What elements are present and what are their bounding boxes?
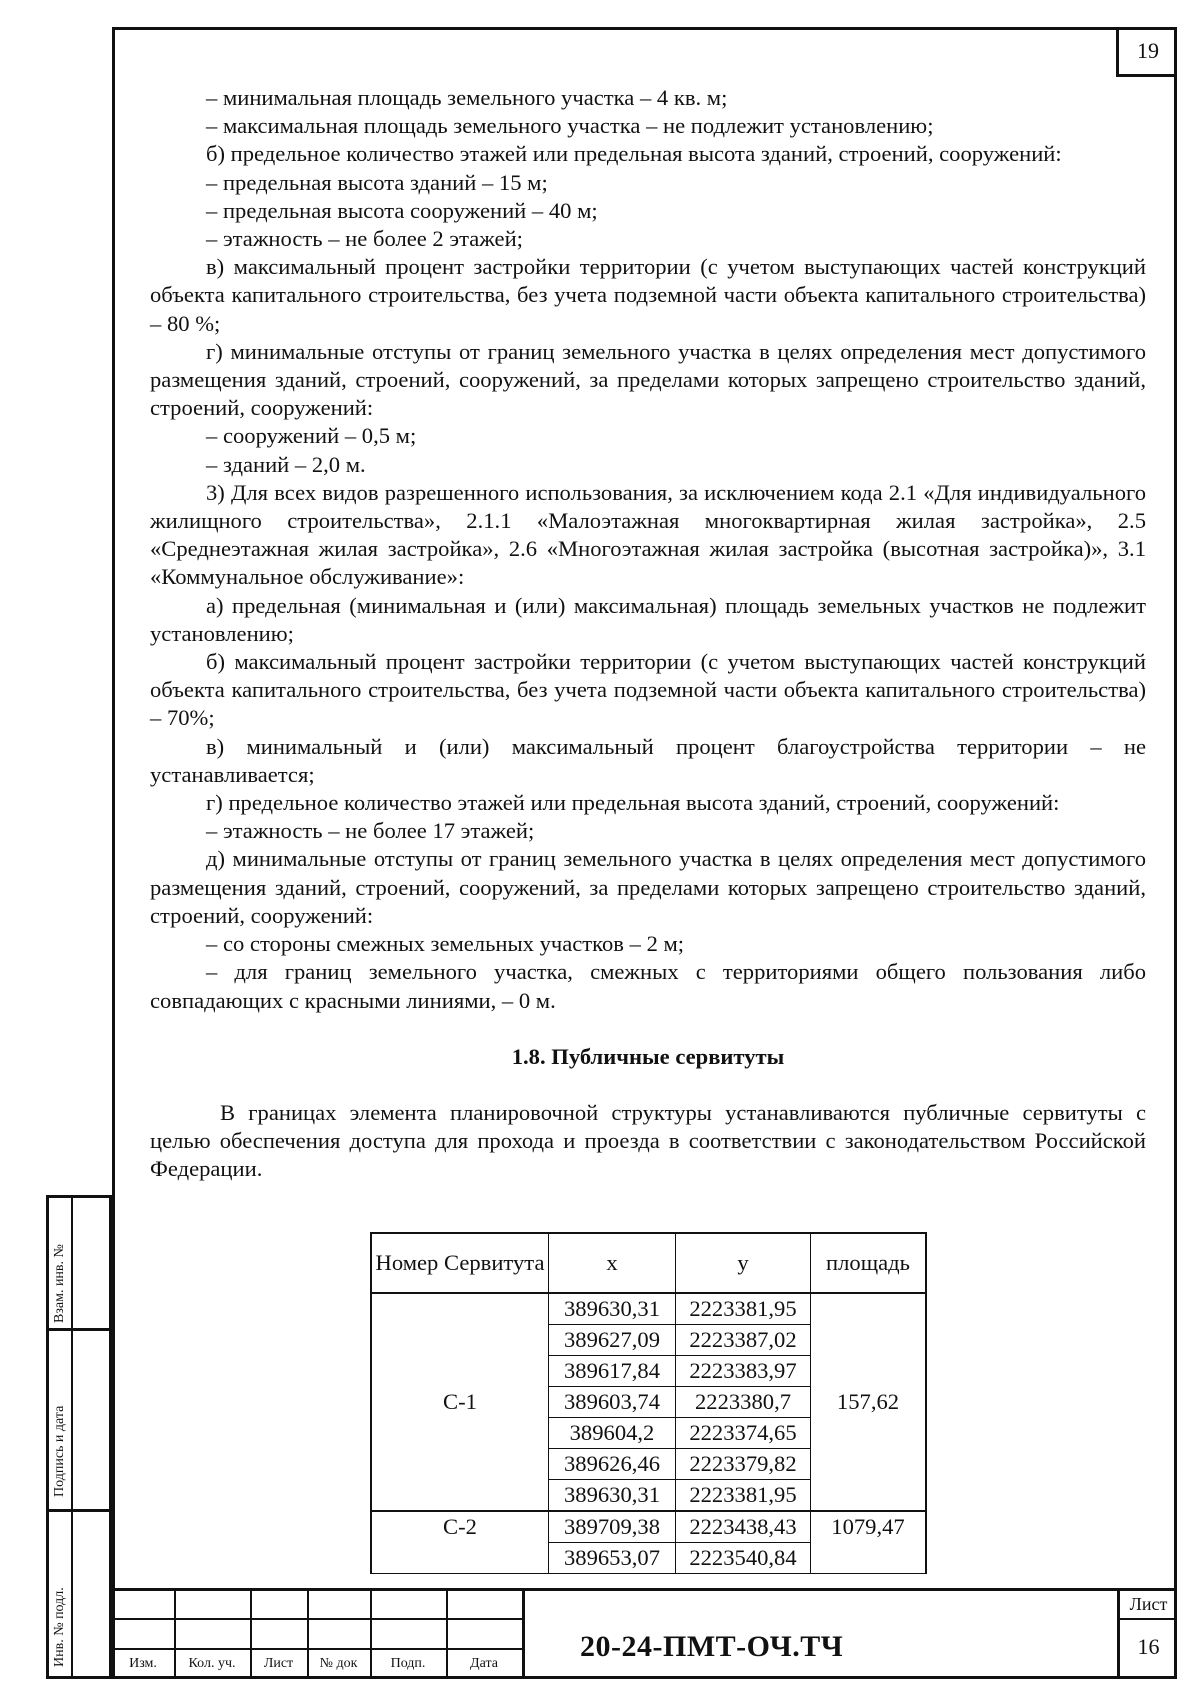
paragraph: – со стороны смежных земельных участков – 2 м; bbox=[206, 931, 685, 957]
paragraph: – предельная высота сооружений – 40 м; bbox=[206, 197, 598, 223]
page-number: 19 bbox=[1116, 27, 1177, 77]
document-body bbox=[150, 84, 1146, 1184]
section-title: 1.8. Публичные сервитуты bbox=[511, 1043, 785, 1069]
paragraph: д) минимальные отступы от границ земельного участка в целях определения мест допустимого размещения зданий, строений, сооружений, за пределами которых запрещено строительство зданий, строений, сооружений: bbox=[150, 846, 1146, 928]
cell-x: 389627,09 bbox=[549, 1325, 676, 1356]
cell-y: 2223438,43 bbox=[676, 1511, 811, 1543]
sheet-number: 16 bbox=[1137, 1634, 1160, 1659]
header-number: Номер Сервитута bbox=[371, 1233, 549, 1293]
paragraph: 3) Для всех видов разрешенного использования, за исключением кода 2.1 «Для индивидуального жилищного строительства», 2.1.1 «Малоэтажная многоквартирная жилая застройка», 2.5 «Среднеэтажная жилая застройка», 2.6 «Многоэтажная жилая застройка (высотная застройка)», 3.1 «Коммунальное обслуживание»: bbox=[150, 479, 1146, 590]
header-area: площадь bbox=[811, 1233, 927, 1293]
cell-x: 389709,38 bbox=[549, 1511, 676, 1543]
cell-y: 2223374,65 bbox=[676, 1418, 811, 1449]
paragraph: в) минимальный и (или) максимальный процент благоустройства территории – не устанавливается; bbox=[150, 733, 1146, 787]
cell-x: 389630,31 bbox=[549, 1293, 676, 1325]
cell-y: 2223540,84 bbox=[676, 1543, 811, 1574]
paragraph: б) максимальный процент застройки территории (с учетом выступающих частей конструкций объекта капитального строительства, без учета подземной части объекта капитального строительства) – 70%; bbox=[150, 649, 1146, 731]
paragraph: – сооружений – 0,5 м; bbox=[206, 423, 417, 449]
paragraph: в) максимальный процент застройки территории (с учетом выступающих частей конструкций объекта капитального строительства, без учета подземной части объекта капитального строительства) – 80 %; bbox=[150, 254, 1146, 336]
paragraph: б) предельное количество этажей или предельная высота зданий, строений, сооружений: bbox=[206, 141, 1062, 167]
side-label-podpis: Подпись и дата bbox=[52, 1405, 67, 1497]
cell-y: 2223381,95 bbox=[676, 1480, 811, 1512]
servitude-area: 157,62 bbox=[811, 1293, 927, 1511]
paragraph: г) минимальные отступы от границ земельного участка в целях определения мест допустимого размещения зданий, строений, сооружений, за пределами которых запрещено строительство зданий, строений, сооружений: bbox=[150, 338, 1146, 421]
header-y: y bbox=[676, 1233, 811, 1293]
stamp-col-izm: Изм. bbox=[129, 1656, 157, 1671]
cell-y: 2223383,97 bbox=[676, 1356, 811, 1387]
paragraph: – этажность – не более 2 этажей; bbox=[206, 226, 523, 252]
cell-y: 2223379,82 bbox=[676, 1449, 811, 1480]
side-label-vzam: Взам. инв. № bbox=[52, 1244, 67, 1323]
section-text: В границах элемента планировочной структуры устанавливаются публичные сервитуты с целью обеспечения доступа для прохода и проезда в соответствии с законодательством Российской Федерации. bbox=[150, 1099, 1146, 1182]
stamp-col-data: Дата bbox=[470, 1656, 498, 1671]
side-strip bbox=[46, 1195, 112, 1679]
paragraph: г) предельное количество этажей или предельная высота зданий, строений, сооружений: bbox=[206, 790, 1060, 816]
cell-y: 2223387,02 bbox=[676, 1325, 811, 1356]
document-code: 20-24-ПМТ-ОЧ.ТЧ bbox=[580, 1630, 844, 1663]
cell-y: 2223381,95 bbox=[676, 1293, 811, 1325]
header-x: x bbox=[549, 1233, 676, 1293]
cell-x: 389630,31 bbox=[549, 1480, 676, 1512]
cell-x: 389653,07 bbox=[549, 1543, 676, 1574]
side-label-inv: Инв. № подл. bbox=[52, 1587, 67, 1667]
servitude-name: С-2 bbox=[371, 1511, 549, 1574]
servitude-area: 1079,47 bbox=[811, 1511, 927, 1574]
cell-x: 389603,74 bbox=[549, 1387, 676, 1418]
stamp-col-kol: Кол. уч. bbox=[188, 1656, 236, 1671]
cell-x: 389604,2 bbox=[549, 1418, 676, 1449]
paragraph: – для границ земельного участка, смежных с территориями общего пользования либо совпадающих с красными линиями, – 0 м. bbox=[150, 959, 1146, 1013]
cell-y: 2223380,7 bbox=[676, 1387, 811, 1418]
servitude-table bbox=[370, 1232, 927, 1574]
sheet-label: Лист bbox=[1129, 1594, 1168, 1614]
paragraph: – зданий – 2,0 м. bbox=[206, 451, 366, 477]
cell-x: 389626,46 bbox=[549, 1449, 676, 1480]
stamp-col-doc: № док bbox=[319, 1656, 358, 1671]
stamp-col-list: Лист bbox=[263, 1656, 294, 1671]
paragraph: а) предельная (минимальная и (или) максимальная) площадь земельных участков не подлежит установлению; bbox=[150, 592, 1146, 646]
paragraph: – предельная высота зданий – 15 м; bbox=[206, 169, 548, 195]
paragraph: – максимальная площадь земельного участка – не подлежит установлению; bbox=[206, 113, 934, 139]
stamp-col-podp: Подп. bbox=[390, 1656, 426, 1671]
cell-x: 389617,84 bbox=[549, 1356, 676, 1387]
paragraph: – минимальная площадь земельного участка – 4 кв. м; bbox=[206, 85, 728, 110]
paragraph: – этажность – не более 17 этажей; bbox=[206, 818, 535, 844]
servitude-name: С-1 bbox=[371, 1293, 549, 1511]
